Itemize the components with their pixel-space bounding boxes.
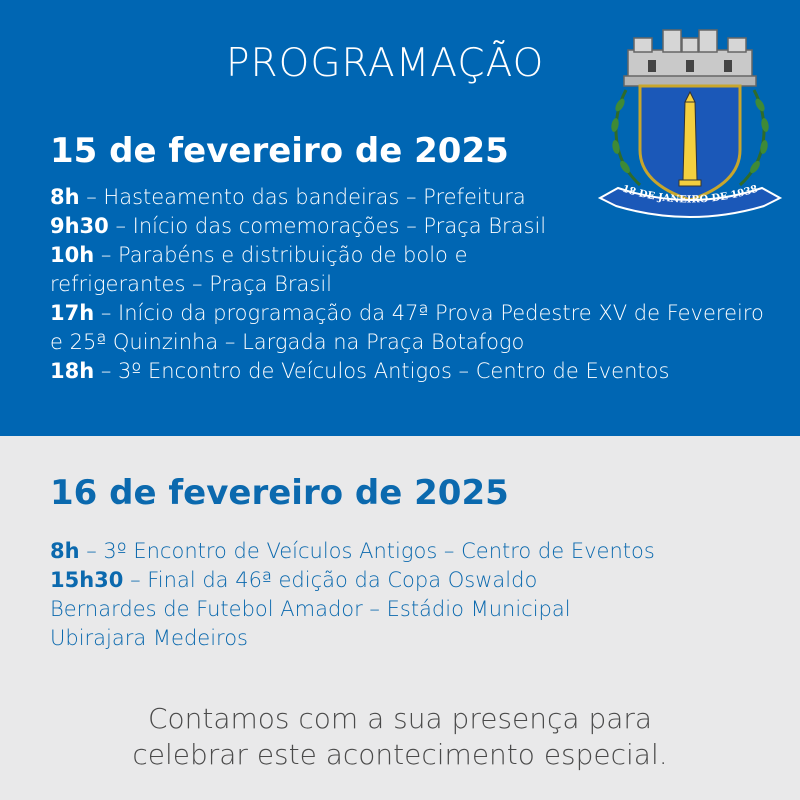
bottom-section — [0, 436, 800, 800]
closing-line-1: Contamos com a sua presença para — [147, 702, 653, 735]
day2-heading: 16 de fevereiro de 2025 — [50, 473, 509, 513]
schedule-item — [50, 566, 640, 653]
event-description: – Início da programação da 47ª Prova Pedestre XV de Fevereiro e 25ª Quinzinha – Largada na Praça Botafogo — [50, 301, 764, 354]
event-description: – Hasteamento das bandeiras – Prefeitura — [79, 185, 526, 209]
event-time: 8h — [50, 185, 80, 209]
closing-message — [0, 701, 800, 773]
closing-line-2: celebrar este acontecimento especial. — [132, 738, 668, 771]
event-time: 9h30 — [50, 214, 109, 238]
schedule-item — [50, 357, 770, 386]
schedule-item — [50, 241, 520, 299]
schedule-item — [50, 299, 770, 357]
event-time: 18h — [50, 359, 95, 383]
day2-schedule — [50, 537, 750, 653]
event-description: – Parabéns e distribuição de bolo e refrigerantes – Praça Brasil — [50, 243, 468, 296]
event-description: – 3º Encontro de Veículos Antigos – Centro de Eventos — [79, 539, 655, 563]
schedule-item — [50, 537, 750, 566]
schedule-item — [50, 212, 770, 241]
schedule-item — [50, 183, 770, 212]
page-title: PROGRAMAÇÃO — [226, 41, 545, 86]
event-description: – Final da 46ª edição da Copa Oswaldo Bernardes de Futebol Amador – Estádio Municipal Ubirajara Medeiros — [50, 568, 571, 650]
crest-ribbon-text: 18 DE JANEIRO DE 1938 — [620, 183, 760, 206]
event-time: 8h — [50, 539, 80, 563]
day1-heading: 15 de fevereiro de 2025 — [50, 131, 509, 171]
event-time: 10h — [50, 243, 95, 267]
day1-schedule — [50, 183, 770, 386]
event-time: 17h — [50, 301, 95, 325]
event-description: – Início das comemorações – Praça Brasil — [108, 214, 547, 238]
event-description: – 3º Encontro de Veículos Antigos – Centro de Eventos — [94, 359, 670, 383]
event-time: 15h30 — [50, 568, 124, 592]
